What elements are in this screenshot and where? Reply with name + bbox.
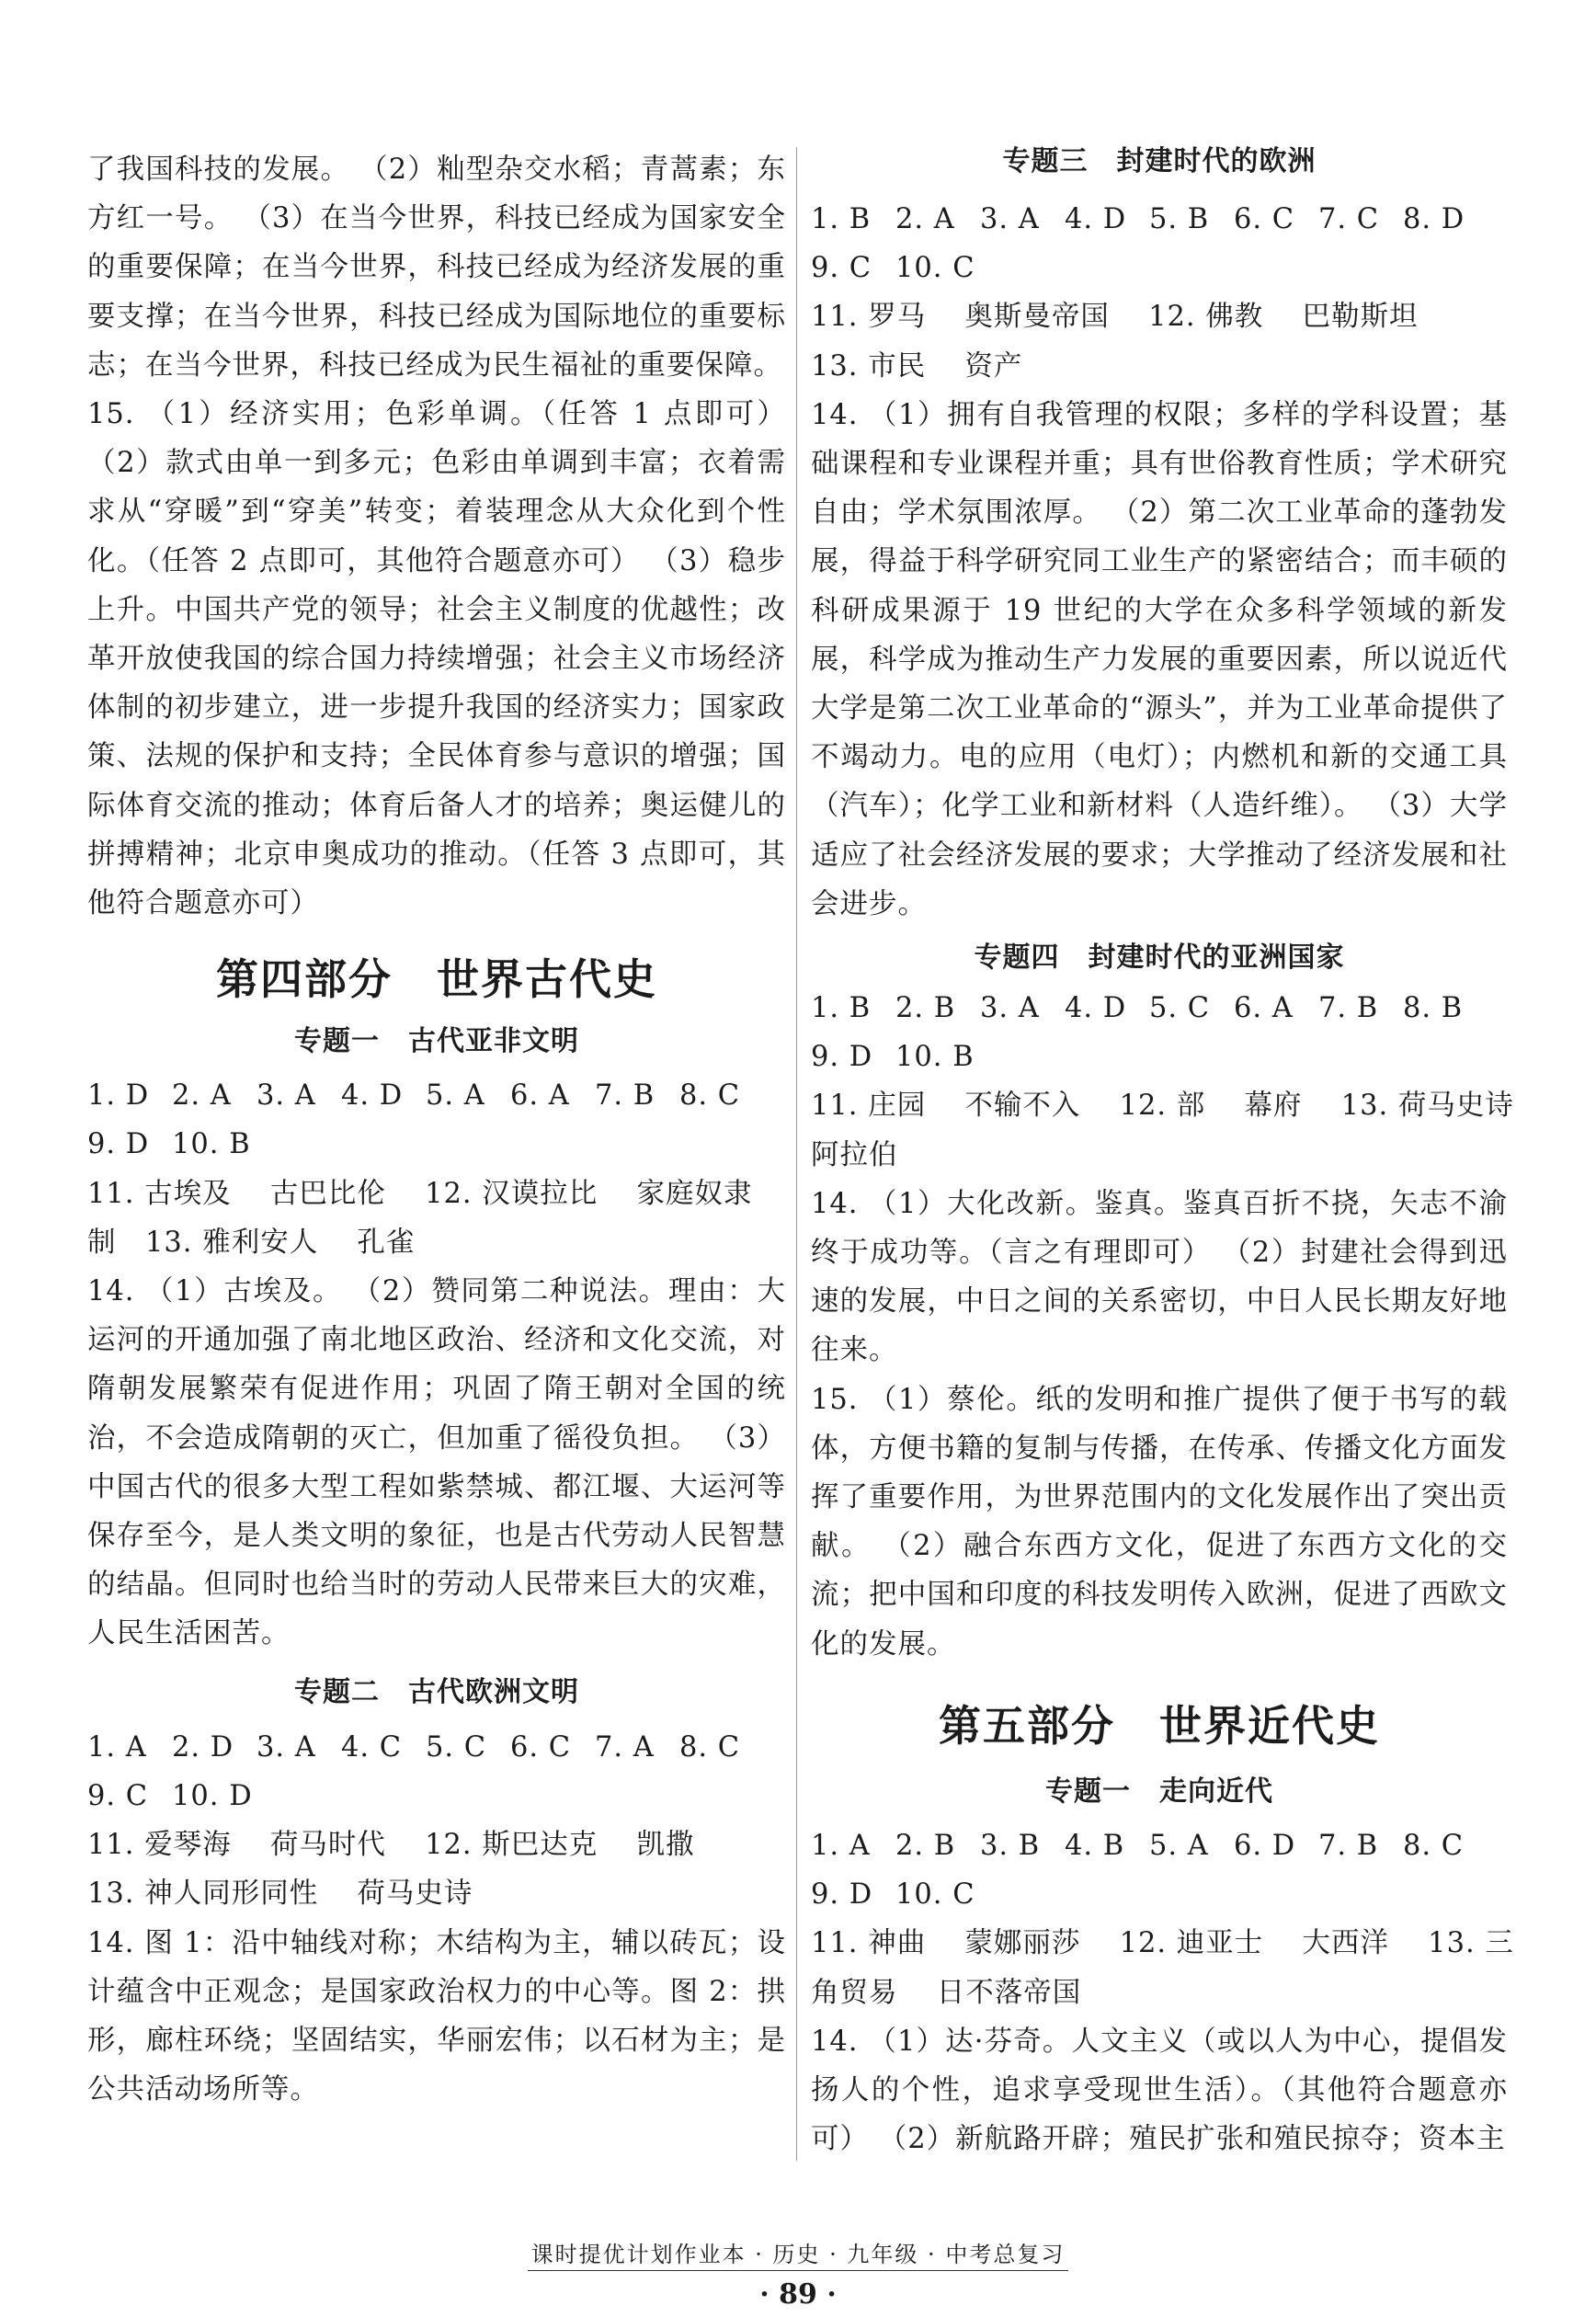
- choice-answers-row: [811, 1870, 1508, 1919]
- answer-item: 6. C: [1234, 203, 1295, 235]
- topic-4-heading: 专题四 封建时代的亚洲国家: [974, 942, 1345, 975]
- answer-item: 2. B: [895, 1829, 956, 1862]
- page-number: · 89 ·: [759, 2278, 837, 2311]
- answer-item: 1. B: [811, 992, 872, 1025]
- answer-item: 4. C: [341, 1730, 403, 1763]
- choice-answers-row: [811, 1033, 1508, 1081]
- answer-item: 8. C: [679, 1730, 741, 1763]
- question-14-answer: 14. （1）大化改新。鉴真。鉴真百折不挠，矢志不渝终于成功等。（言之有理即可） （2）封建社会得到迅速的发展，中日之间的关系密切，中日人民长期友好地往来。: [811, 1187, 1508, 1367]
- question-14-answer: 14. （1）古埃及。 （2）赞同第二种说法。理由：大运河的开通加强了南北地区政治、经济和文化交流，对隋朝发展繁荣有促进作用；巩固了隋王朝对全国的统治，不会造成隋朝的灭亡，但加重了徭役负担。 （3）中国古代的很多大型工程如紫禁城、都江堰、大运河等保存至今，是人类文明的象征，也是古代劳动人民智慧的结晶。但同时也给当时的劳动人民带来巨大的灾难，人民生活困苦。: [87, 1275, 786, 1650]
- part-five-heading: 第五部分 世界近代史: [939, 1700, 1380, 1751]
- answer-item: 6. A: [1234, 992, 1294, 1025]
- fill-answers-line: 角贸易 日不落帝国: [811, 1976, 1082, 2009]
- answer-item: 2. D: [172, 1730, 234, 1763]
- answer-item: 3. A: [980, 992, 1040, 1025]
- right-column: [811, 145, 1514, 2163]
- fill-answers-line: 阿拉伯: [811, 1138, 898, 1171]
- fill-answers-line: 11. 爱琴海 荷马时代 12. 斯巴达克 凯撒: [87, 1829, 695, 1862]
- answer-item: 7. B: [1318, 1829, 1379, 1862]
- answer-item: 9. D: [811, 1041, 873, 1074]
- answer-item: 1. A: [811, 1829, 871, 1862]
- left-column: [87, 145, 786, 2114]
- topic-5-heading: 专题一 走向近代: [1045, 1775, 1273, 1808]
- answer-item: 10. B: [172, 1128, 251, 1161]
- answer-item: 6. D: [1234, 1829, 1296, 1862]
- answer-item: 10. B: [895, 1041, 975, 1074]
- answer-item: 3. A: [980, 203, 1040, 235]
- answer-item: 9. C: [811, 252, 872, 285]
- question-14-answer: 14. （1）拥有自我管理的权限；多样的学科设置；基础课程和专业课程并重；具有世俗教育性质；学术研究自由；学术氛围浓厚。 （2）第二次工业革命的蓬勃发展，得益于科学研究同工业生产的紧密结合；而丰硕的科研成果源于 19 世纪的大学在众多科学领域的新发展，科学成为推动生产力发展的重要因素，所以说近代大学是第二次工业革命的“源头”，并为工业革命提供了不竭动力。电的应用（电灯）；内燃机和新的交通工具（汽车）；化学工业和新材料（人造纤维）。 （3）大学适应了社会经济发展的要求；大学推动了经济发展和社会进步。: [811, 398, 1508, 920]
- answer-item: 3. B: [980, 1829, 1041, 1862]
- continued-answer-paragraph: 了我国科技的发展。 （2）籼型杂交水稻；青蒿素；东方红一号。 （3）在当今世界，科技已经成为国家安全的重要保障；在当今世界，科技已经成为经济发展的重要支撑；在当今世界，科技已经成为国际地位的重要标志；在当今世界，科技已经成为民生福祉的重要保障。: [87, 154, 786, 382]
- topic-1-heading: 专题一 古代亚非文明: [294, 1025, 579, 1058]
- answer-item: 5. A: [1149, 1829, 1209, 1862]
- choice-answers-row: [811, 195, 1508, 244]
- book-title: 课时提优计划作业本 · 历史 · 九年级 · 中考总复习: [528, 2236, 1069, 2271]
- answer-item: 6. C: [510, 1730, 572, 1763]
- fill-answers-line: 11. 古埃及 古巴比伦 12. 汉谟拉比 家庭奴隶: [87, 1177, 753, 1210]
- choice-answers-row: [811, 244, 1508, 292]
- answer-item: 4. D: [341, 1079, 404, 1113]
- fill-answers-line: 13. 市民 资产: [811, 349, 1023, 382]
- topic-3-heading: 专题三 封建时代的欧洲: [1002, 145, 1317, 177]
- book-footer: [0, 2236, 1596, 2271]
- answer-item: 8. C: [1403, 1829, 1465, 1862]
- answer-item: 4. D: [1065, 203, 1127, 235]
- answer-item: 9. C: [87, 1779, 149, 1812]
- answer-item: 2. B: [895, 992, 956, 1025]
- answer-item: 10. C: [895, 1878, 975, 1912]
- answer-item: 10. C: [895, 252, 975, 285]
- answer-item: 9. D: [87, 1128, 150, 1161]
- fill-answers-line: 11. 罗马 奥斯曼帝国 12. 佛教 巴勒斯坦: [811, 301, 1419, 334]
- answer-item: 7. B: [1318, 992, 1379, 1025]
- answer-item: 5. C: [1149, 992, 1211, 1025]
- choice-answers-row: [87, 1772, 786, 1820]
- choice-answers-row: [811, 984, 1508, 1033]
- answer-item: 1. A: [87, 1730, 147, 1763]
- answer-item: 3. A: [256, 1730, 316, 1763]
- fill-answers-line: 11. 神曲 蒙娜丽莎 12. 迪亚士 大西洋 13. 三: [811, 1927, 1514, 1960]
- part-four-heading: 第四部分 世界古代史: [216, 954, 657, 1005]
- question-14-answer: 14. 图 1：沿中轴线对称；木结构为主，辅以砖瓦；设计蕴含中正观念；是国家政治权力的中心等。图 2：拱形，廊柱环绕；坚固结实，华丽宏伟；以石材为主；是公共活动场所等。: [87, 1926, 786, 2106]
- fill-answers-line: 13. 神人同形同性 荷马史诗: [87, 1878, 473, 1911]
- choice-answers-row: [811, 1821, 1508, 1870]
- question-15-answer: 15. （1）经济实用；色彩单调。（任答 1 点即可） （2）款式由单一到多元；色彩由单调到丰富；衣着需求从“穿暖”到“穿美”转变；着装理念从大众化到个性化。（任答 2 点即可，其他符合题意亦可） （3）稳步上升。中国共产党的领导；社会主义制度的优越性；改革开放使我国的综合国力持续增强；社会主义市场经济体制的初步建立，进一步提升我国的经济实力；国家政策、法规的保护和支持；全民体育参与意识的增强；国际体育交流的推动；体育后备人才的培养；奥运健儿的拼搏精神；北京申奥成功的推动。（任答 3 点即可，其他符合题意亦可）: [87, 398, 786, 920]
- answer-item: 7. A: [595, 1730, 655, 1763]
- answer-item: 4. D: [1065, 992, 1127, 1025]
- answer-item: 2. A: [895, 203, 955, 235]
- answer-item: 3. A: [256, 1079, 316, 1113]
- answer-item: 1. B: [811, 203, 872, 235]
- answer-item: 4. B: [1065, 1829, 1125, 1862]
- answer-item: 10. D: [172, 1779, 253, 1812]
- answer-item: 6. A: [510, 1079, 570, 1113]
- answer-item: 8. B: [1403, 992, 1464, 1025]
- choice-answers-row: [87, 1723, 786, 1772]
- answer-item: 7. C: [1318, 203, 1380, 235]
- choice-answers-row: [87, 1120, 786, 1169]
- answer-item: 8. D: [1403, 203, 1465, 235]
- answer-item: 7. B: [595, 1079, 656, 1113]
- answer-item: 5. C: [426, 1730, 487, 1763]
- answer-item: 2. A: [172, 1079, 232, 1113]
- column-divider: [796, 147, 797, 2161]
- question-15-answer: 15. （1）蔡伦。纸的发明和推广提供了便于书写的载体，方便书籍的复制与传播，在传承、传播文化方面发挥了重要作用，为世界范围内的文化发展作出了突出贡献。 （2）融合东西方文化，促进了东西方文化的交流；把中国和印度的科技发明传入欧洲，促进了西欧文化的发展。: [811, 1383, 1508, 1661]
- choice-answers-row: [87, 1071, 786, 1120]
- answer-item: 5. A: [426, 1079, 485, 1113]
- answer-item: 9. D: [811, 1878, 873, 1912]
- answer-item: 5. B: [1149, 203, 1210, 235]
- fill-answers-line: 11. 庄园 不输不入 12. 部 幕府 13. 荷马史诗: [811, 1090, 1514, 1123]
- answer-item: 8. C: [679, 1079, 741, 1113]
- fill-answers-line: 制 13. 雅利安人 孔雀: [87, 1226, 416, 1259]
- answer-item: 1. D: [87, 1079, 150, 1113]
- question-14-answer: 14. （1）达·芬奇。人文主义（或以人为中心，提倡发扬人的个性，追求享受现世生活）。（其他符合题意亦可） （2）新航路开辟；殖民扩张和殖民掠夺；资本主: [811, 2025, 1508, 2156]
- topic-2-heading: 专题二 古代欧洲文明: [294, 1675, 579, 1708]
